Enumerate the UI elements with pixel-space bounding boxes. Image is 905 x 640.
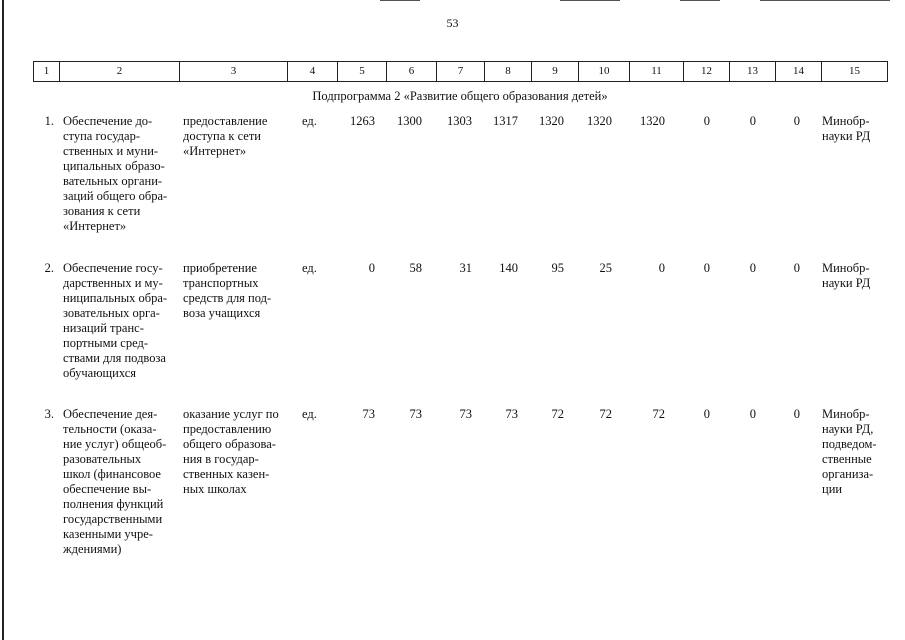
indicator-line: «Интернет» — [183, 144, 247, 158]
indicator-line: оказание услуг по — [183, 407, 279, 421]
value-cell: 72 — [599, 407, 612, 421]
measure-line: ципальных образо- — [63, 159, 165, 173]
header-cell: 8 — [485, 62, 532, 82]
value-cell: 0 — [749, 407, 756, 421]
value-cell: 0 — [749, 261, 756, 275]
measure-line: Обеспечение до- — [63, 114, 153, 128]
unit-cell: ед. — [302, 114, 317, 128]
indicator-line: ния в государ- — [183, 452, 259, 466]
measure-line: низаций транс- — [63, 321, 144, 335]
scan-top-rule — [380, 0, 420, 1]
measure-cell — [63, 407, 176, 557]
value-cell: 72 — [652, 407, 665, 421]
value-cell: 140 — [499, 261, 518, 275]
indicator-cell — [183, 114, 283, 159]
measure-line: заций общего обра- — [63, 189, 168, 203]
executor-line: ции — [822, 482, 843, 496]
value-cell: 31 — [459, 261, 472, 275]
header-cell: 11 — [630, 62, 684, 82]
value-cell: 73 — [459, 407, 472, 421]
measure-line: ниципальных обра- — [63, 291, 168, 305]
row-index: 2. — [44, 261, 54, 275]
page-number: 53 — [446, 16, 459, 30]
value-cell: 1320 — [640, 114, 665, 128]
header-cell: 4 — [288, 62, 338, 82]
scan-top-rule — [760, 0, 890, 1]
value-cell: 0 — [793, 114, 800, 128]
executor-line: ственные — [822, 452, 872, 466]
measure-cell — [63, 261, 176, 381]
value-cell: 0 — [368, 261, 375, 275]
measure-line: тельности (оказа- — [63, 422, 157, 436]
value-cell: 73 — [362, 407, 375, 421]
measure-line: дарственных и му- — [63, 276, 163, 290]
value-cell: 72 — [551, 407, 564, 421]
executor-line: науки РД — [822, 276, 871, 290]
header-cell: 6 — [387, 62, 437, 82]
measure-line: зования к сети — [63, 204, 141, 218]
header-cell: 14 — [776, 62, 822, 82]
executor-line: Минобр- — [822, 407, 870, 421]
header-cell: 10 — [579, 62, 630, 82]
value-cell: 0 — [749, 114, 756, 128]
executor-line: науки РД — [822, 129, 871, 143]
value-cell: 0 — [703, 407, 710, 421]
measure-cell — [63, 114, 176, 234]
value-cell: 1303 — [447, 114, 472, 128]
header-cell: 12 — [684, 62, 730, 82]
value-cell: 1317 — [493, 114, 518, 128]
value-cell: 0 — [703, 114, 710, 128]
indicator-line: доступа к сети — [183, 129, 261, 143]
value-cell: 58 — [409, 261, 422, 275]
value-cell: 73 — [505, 407, 518, 421]
indicator-line: транспортных — [183, 276, 259, 290]
header-cell: 2 — [60, 62, 180, 82]
row-index: 1. — [44, 114, 54, 128]
indicator-line: приобретение — [183, 261, 257, 275]
subprogram-title: Подпрограмма 2 «Развитие общего образования детей» — [312, 89, 608, 103]
executor-line: науки РД, — [822, 422, 874, 436]
executor-line: Минобр- — [822, 261, 870, 275]
indicator-line: предоставлению — [183, 422, 272, 436]
value-cell: 1300 — [397, 114, 422, 128]
measure-line: ждениями) — [63, 542, 122, 556]
value-cell: 0 — [793, 261, 800, 275]
indicator-line: воза учащихся — [183, 306, 261, 320]
measure-line: ствами для подвоза — [63, 351, 166, 365]
value-cell: 0 — [793, 407, 800, 421]
measure-line: разовательных — [63, 452, 142, 466]
measure-line: зовательных орга- — [63, 306, 160, 320]
indicator-line: общего образова- — [183, 437, 276, 451]
indicator-cell — [183, 407, 283, 497]
executor-cell — [822, 261, 886, 291]
executor-cell — [822, 114, 886, 144]
unit-cell: ед. — [302, 261, 317, 275]
indicator-line: ственных казен- — [183, 467, 270, 481]
executor-cell — [822, 407, 886, 497]
measure-line: обеспечение вы- — [63, 482, 152, 496]
indicator-line: средств для под- — [183, 291, 272, 305]
page-left-edge — [2, 0, 4, 640]
measure-line: портными сред- — [63, 336, 149, 350]
measure-line: ступа государ- — [63, 129, 141, 143]
measure-line: ственных и муни- — [63, 144, 159, 158]
measure-line: обучающихся — [63, 366, 137, 380]
header-cell: 15 — [822, 62, 888, 82]
measure-line: ние услуг) общеоб- — [63, 437, 167, 451]
value-cell: 1263 — [350, 114, 375, 128]
value-cell: 0 — [658, 261, 665, 275]
scan-top-rule — [680, 0, 720, 1]
measure-line: вательных органи- — [63, 174, 163, 188]
header-cell: 13 — [730, 62, 776, 82]
executor-line: организа- — [822, 467, 874, 481]
row-index: 3. — [44, 407, 54, 421]
measure-line: полнения функций — [63, 497, 164, 511]
header-cell: 3 — [180, 62, 288, 82]
value-cell: 73 — [409, 407, 422, 421]
header-cell: 5 — [338, 62, 387, 82]
measure-line: Обеспечение дея- — [63, 407, 158, 421]
indicator-line: ных школах — [183, 482, 247, 496]
measure-line: школ (финансовое — [63, 467, 161, 481]
indicator-cell — [183, 261, 283, 321]
measure-line: казенными учре- — [63, 527, 153, 541]
header-cell: 1 — [34, 62, 60, 82]
header-cell: 9 — [532, 62, 579, 82]
measure-line: Обеспечение госу- — [63, 261, 163, 275]
measure-line: государственными — [63, 512, 163, 526]
column-number-header — [33, 61, 888, 82]
value-cell: 25 — [599, 261, 612, 275]
value-cell: 1320 — [587, 114, 612, 128]
executor-line: подведом- — [822, 437, 877, 451]
scan-top-rule — [560, 0, 620, 1]
value-cell: 1320 — [539, 114, 564, 128]
header-cell: 7 — [437, 62, 485, 82]
indicator-line: предоставление — [183, 114, 268, 128]
value-cell: 0 — [703, 261, 710, 275]
value-cell: 95 — [551, 261, 564, 275]
executor-line: Минобр- — [822, 114, 870, 128]
measure-line: «Интернет» — [63, 219, 127, 233]
unit-cell: ед. — [302, 407, 317, 421]
